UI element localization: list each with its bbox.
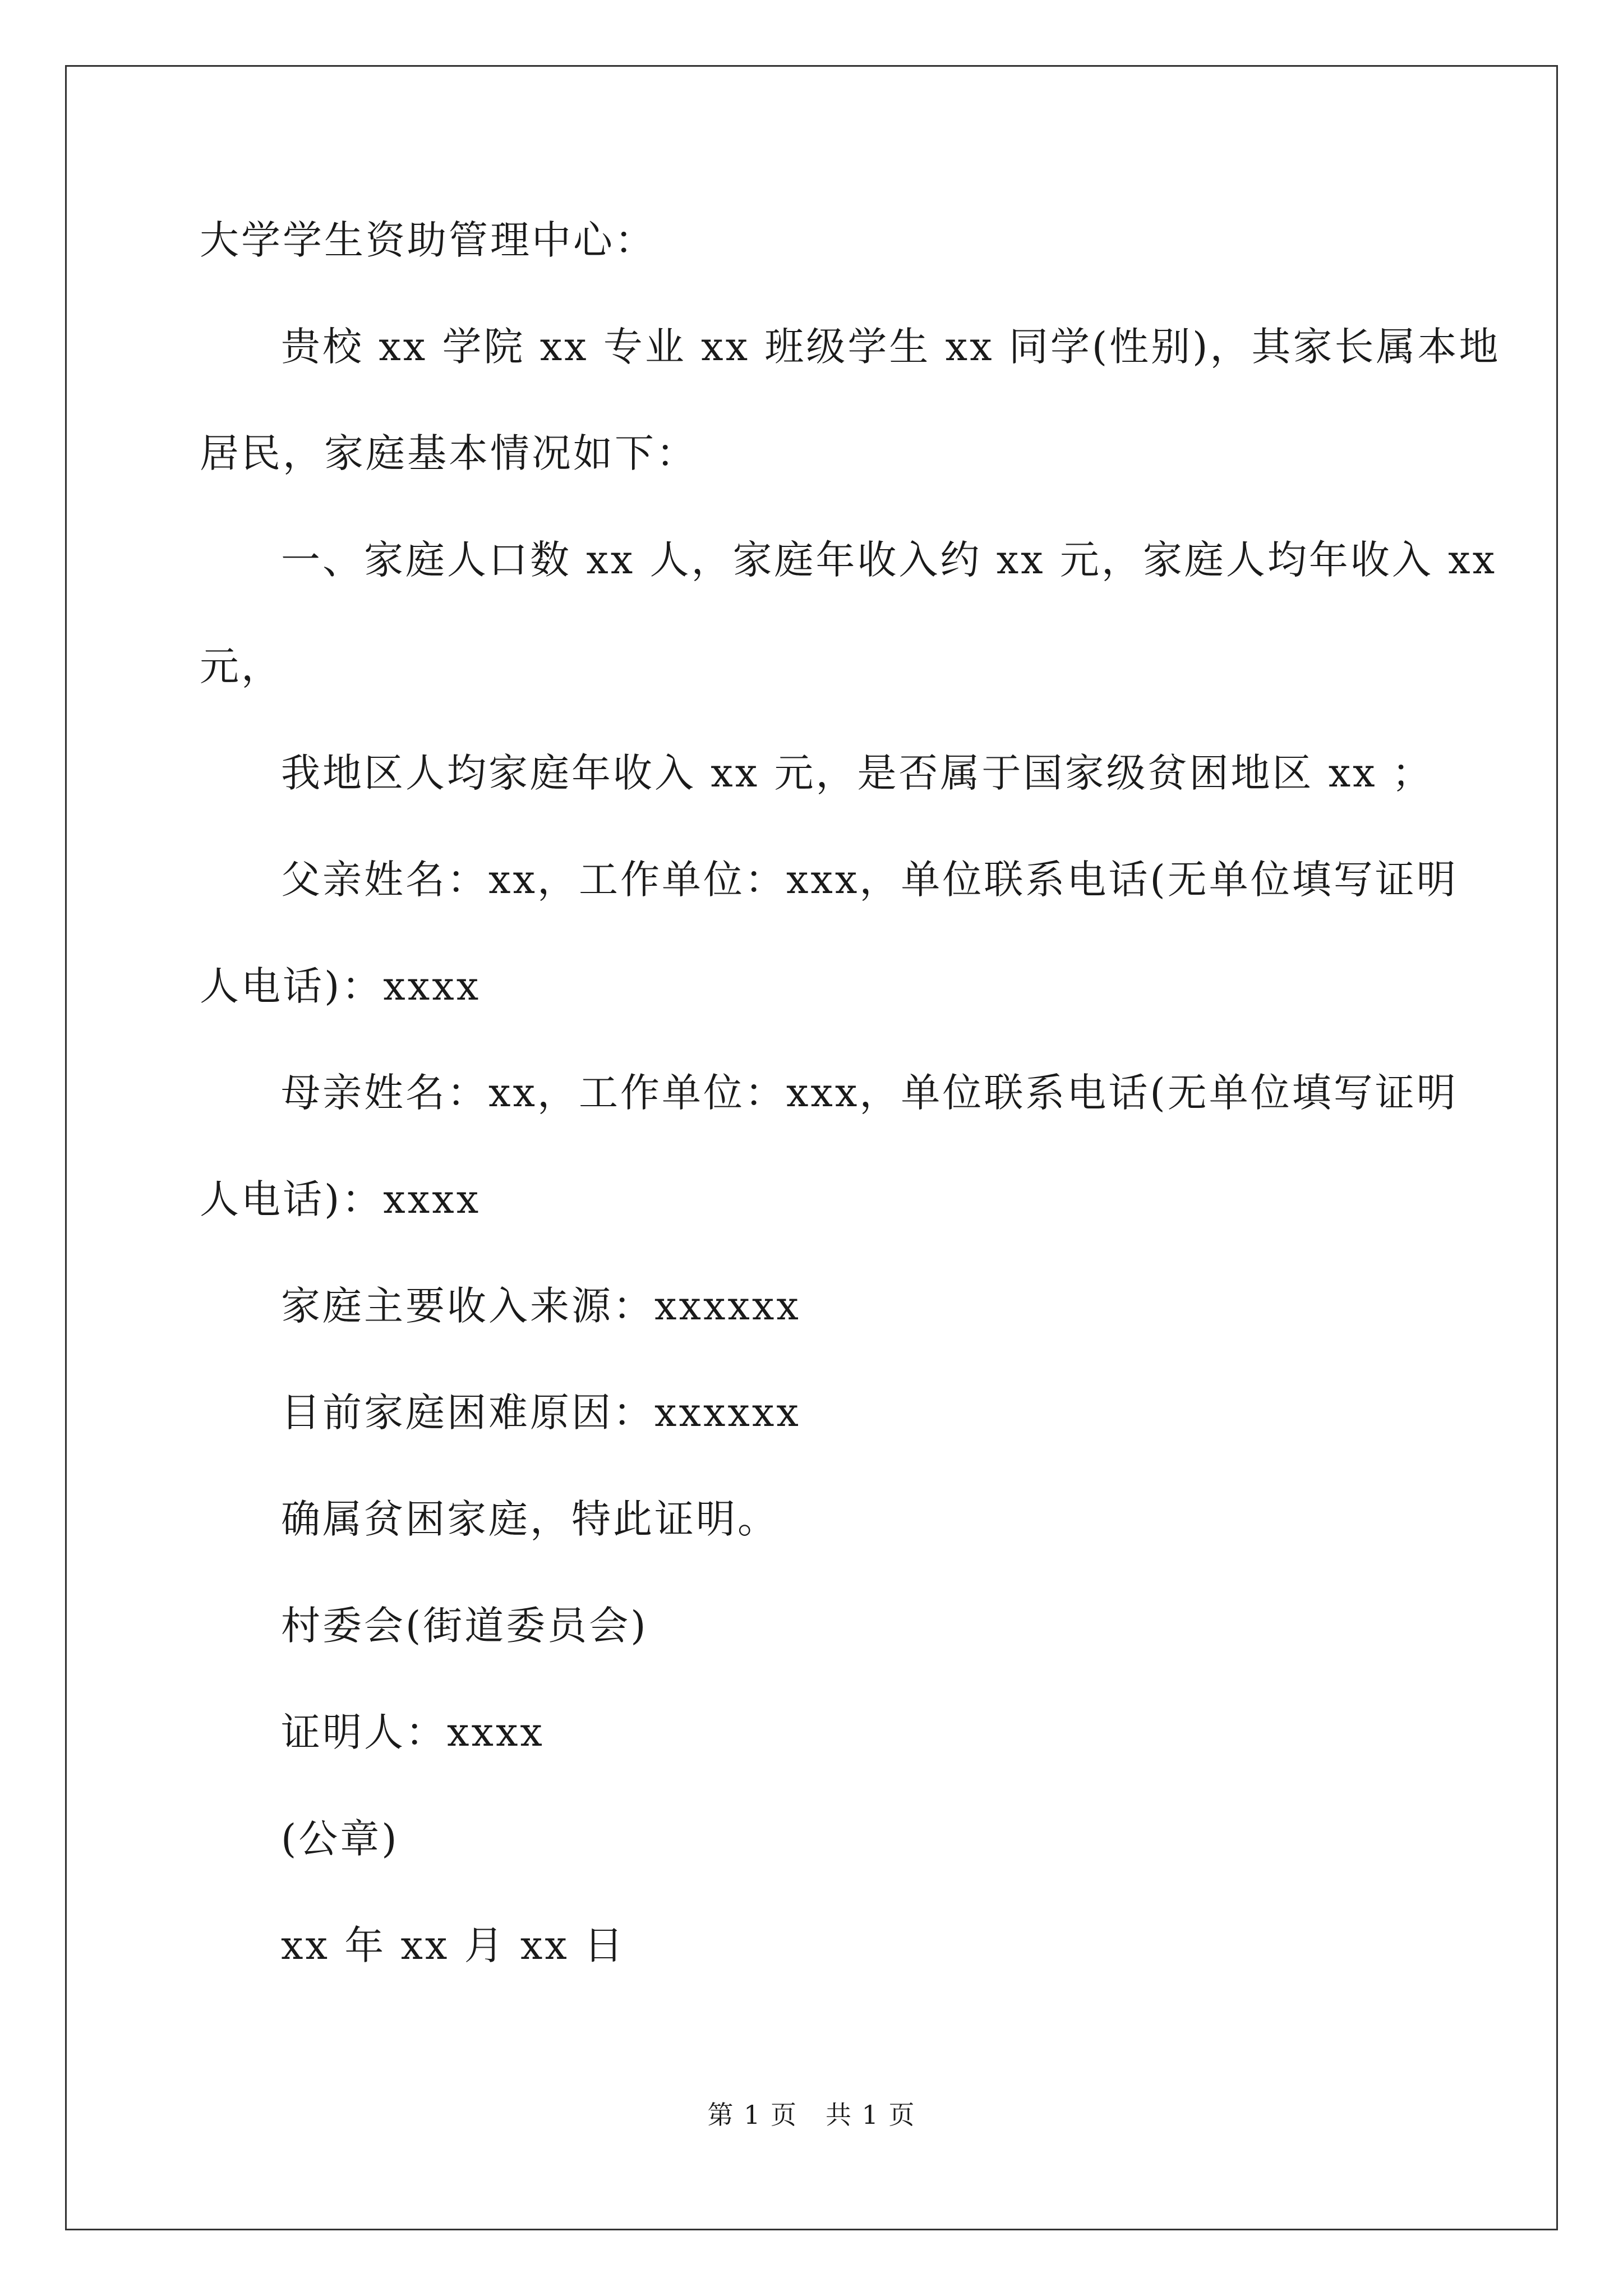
paragraph-official-seal <box>200 1812 1433 1866</box>
paragraph-student-intro <box>200 320 1501 480</box>
paragraph-line: 确属贫困家庭，特此证明。 <box>281 1496 779 1542</box>
page-footer <box>0 2098 1623 2132</box>
paragraph-line: 目前家庭困难原因：xxxxxx <box>281 1389 801 1435</box>
paragraph-line: 我地区人均家庭年收入 xx 元，是否属于国家级贫困地区 xx ； <box>281 750 1433 796</box>
paragraph-line: xx 年 xx 月 xx 日 <box>281 1922 626 1968</box>
letter-body <box>200 213 1501 2025</box>
paragraph-line: 贵校 xx 学院 xx 专业 xx 班级学生 xx 同学(性别)，其家长属本地 <box>281 324 1501 370</box>
paragraph-line: 人电话)：xxxx <box>200 1176 481 1222</box>
salutation: 大学学生资助管理中心： <box>200 217 656 263</box>
paragraph-line: 元， <box>200 643 283 689</box>
paragraph-father-info <box>200 853 1458 1013</box>
paragraph-line: (公章) <box>281 1816 399 1862</box>
paragraph-date <box>200 1918 1433 1972</box>
paragraph-regional-income <box>200 746 1433 800</box>
paragraph-line: 父亲姓名：xx，工作单位：xxx，单位联系电话(无单位填写证明 <box>281 857 1458 903</box>
paragraph-line: 一、家庭人口数 xx 人，家庭年收入约 xx 元，家庭人均年收入 xx <box>281 537 1497 583</box>
page-number-total: 共 1 页 <box>826 2100 916 2130</box>
paragraph-line: 人电话)：xxxx <box>200 963 481 1009</box>
paragraph-household-income <box>200 533 1497 693</box>
paragraph-line: 母亲姓名：xx，工作单位：xxx，单位联系电话(无单位填写证明 <box>281 1070 1458 1116</box>
paragraph-line: 居民，家庭基本情况如下： <box>200 430 698 476</box>
paragraph-line: 家庭主要收入来源：xxxxxx <box>281 1283 801 1329</box>
paragraph-line: 证明人：xxxx <box>281 1709 545 1755</box>
paragraph-certifier <box>200 1705 1433 1759</box>
paragraph-hardship-reason <box>200 1386 1433 1439</box>
paragraph-line: 村委会(街道委员会) <box>281 1603 648 1649</box>
page-number-current: 第 1 页 <box>707 2100 797 2130</box>
paragraph-certification <box>200 1492 1433 1546</box>
paragraph-mother-info <box>200 1066 1458 1226</box>
paragraph-income-source <box>200 1279 1433 1333</box>
paragraph-issuing-committee <box>200 1599 1433 1653</box>
